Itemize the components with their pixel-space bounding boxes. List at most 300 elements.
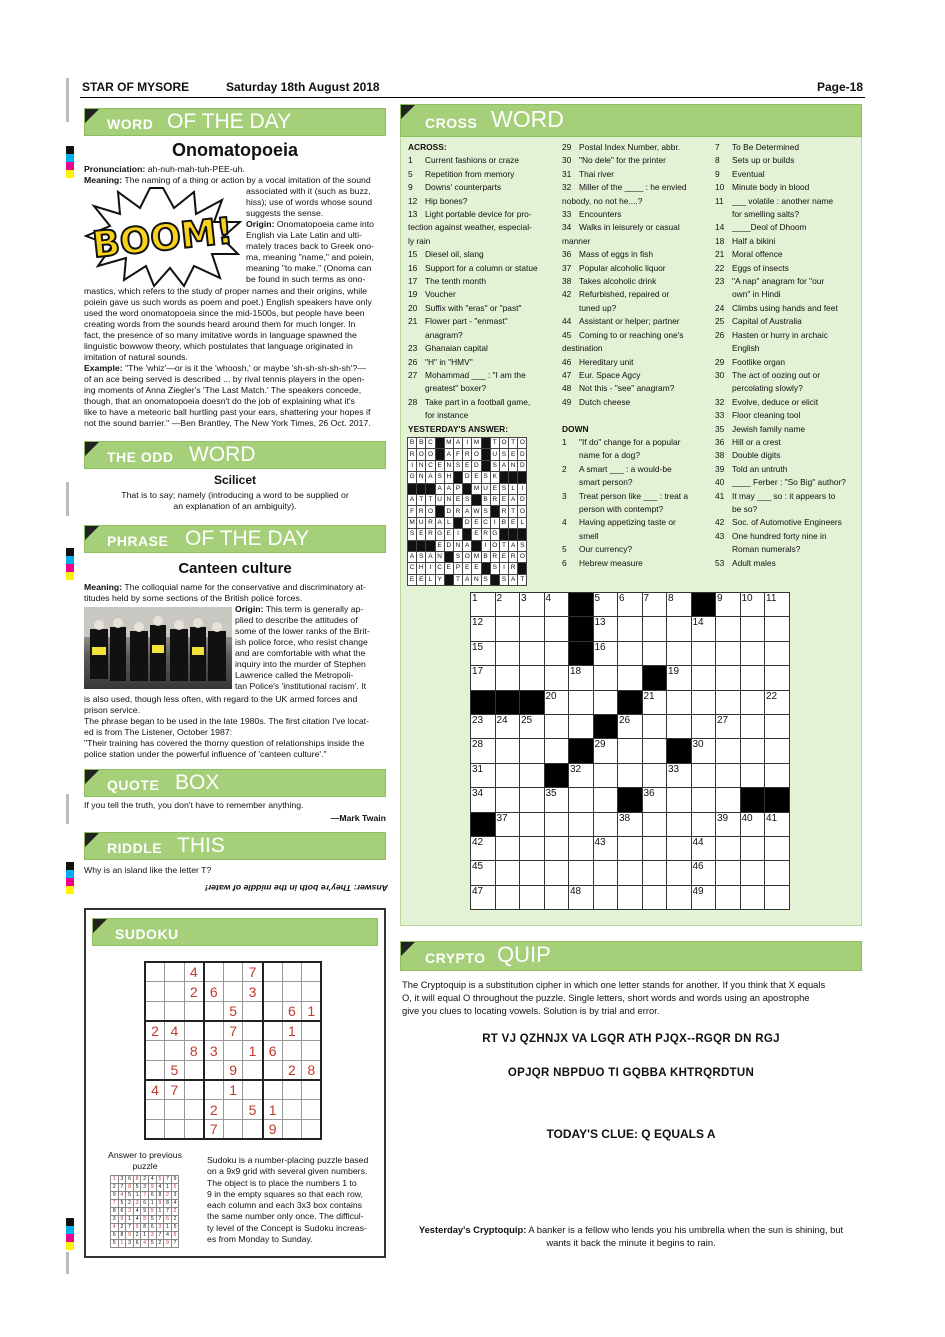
- text-line: used the word onomatopoeia since the mid-1500s, but people have been: [84, 308, 365, 318]
- grid-cell[interactable]: [569, 690, 594, 714]
- grid-cell[interactable]: [716, 836, 741, 860]
- clue-number: 20: [408, 302, 418, 313]
- grid-cell[interactable]: 19: [667, 666, 692, 690]
- clue-text: Hill or a crest: [732, 436, 781, 447]
- grid-cell[interactable]: [495, 836, 520, 860]
- grid-cell[interactable]: 34: [471, 788, 496, 812]
- grid-cell[interactable]: [740, 763, 765, 787]
- grid-cell[interactable]: [765, 861, 790, 885]
- grid-cell[interactable]: [495, 885, 520, 909]
- grid-cell[interactable]: [716, 641, 741, 665]
- grid-cell[interactable]: [495, 763, 520, 787]
- sudoku-cell[interactable]: [145, 1041, 165, 1061]
- text-line: English via Late Latin and ulti-: [246, 230, 362, 240]
- mini-sudoku-cell: 5: [148, 1240, 156, 1248]
- sudoku-cell: 2: [145, 1021, 165, 1041]
- clue-number: 4: [562, 517, 567, 528]
- answer-cell: E: [509, 449, 518, 460]
- sudoku-cell[interactable]: [184, 1001, 204, 1021]
- sudoku-cell[interactable]: [263, 982, 283, 1002]
- mini-sudoku-cell: 3: [156, 1224, 164, 1232]
- grid-cell[interactable]: [716, 666, 741, 690]
- clue-item: [715, 275, 857, 288]
- mini-sudoku-cell: 7: [164, 1176, 172, 1184]
- grid-cell[interactable]: 38: [618, 812, 643, 836]
- mini-sudoku-cell: 6: [111, 1232, 119, 1240]
- grid-cell[interactable]: [642, 836, 667, 860]
- sudoku-cell[interactable]: [145, 1001, 165, 1021]
- grid-cell[interactable]: [740, 690, 765, 714]
- sudoku-cell[interactable]: [165, 1041, 185, 1061]
- grid-cell[interactable]: [667, 690, 692, 714]
- grid-cell[interactable]: 49: [691, 885, 716, 909]
- mini-sudoku-cell: 1: [141, 1232, 149, 1240]
- grid-cell[interactable]: [569, 788, 594, 812]
- mini-sudoku-cell: 4: [133, 1208, 141, 1216]
- sudoku-cell[interactable]: [184, 1021, 204, 1041]
- grid-cell[interactable]: [618, 836, 643, 860]
- grid-cell[interactable]: 15: [471, 641, 496, 665]
- grid-cell[interactable]: [740, 641, 765, 665]
- answer-cell: [417, 540, 426, 551]
- sudoku-cell: 1: [282, 1021, 302, 1041]
- clue-item: [715, 235, 857, 248]
- grid-cell[interactable]: [495, 617, 520, 641]
- clue-item: [715, 154, 857, 167]
- sudoku-cell[interactable]: [282, 1041, 302, 1061]
- sudoku-cell[interactable]: [223, 982, 243, 1002]
- mini-sudoku-cell: 5: [111, 1240, 119, 1248]
- sudoku-row: [145, 962, 321, 982]
- answer-cell: B: [481, 494, 490, 505]
- sudoku-cell[interactable]: [263, 1060, 283, 1080]
- black-cell: [569, 617, 594, 641]
- grid-cell[interactable]: [642, 641, 667, 665]
- sudoku-cell[interactable]: [282, 1100, 302, 1120]
- grid-cell[interactable]: [765, 617, 790, 641]
- grid-cell[interactable]: [618, 885, 643, 909]
- sudoku-row: [145, 1080, 321, 1100]
- grid-cell[interactable]: [544, 885, 569, 909]
- mini-sudoku-cell: 9: [164, 1240, 172, 1248]
- clue-number: 39: [715, 463, 725, 474]
- grid-cell[interactable]: 16: [593, 641, 618, 665]
- clue-text: tection against weather, especial-: [408, 222, 532, 233]
- sudoku-cell: 7: [223, 1021, 243, 1041]
- grid-cell[interactable]: [691, 666, 716, 690]
- grid-cell[interactable]: [716, 861, 741, 885]
- mini-sudoku-cell: 7: [118, 1184, 126, 1192]
- grid-cell[interactable]: 4: [544, 593, 569, 617]
- grid-cell[interactable]: [520, 836, 545, 860]
- grid-cell[interactable]: 13: [593, 617, 618, 641]
- clue-text: Hip bones?: [425, 195, 468, 206]
- sudoku-row: [145, 1001, 321, 1021]
- grid-cell[interactable]: 44: [691, 836, 716, 860]
- grid-cell[interactable]: [618, 739, 643, 763]
- clue-text: Flower part - "enmast": [425, 316, 508, 327]
- grid-cell[interactable]: [544, 617, 569, 641]
- grid-cell[interactable]: [593, 763, 618, 787]
- answer-cell: S: [490, 460, 499, 471]
- clue-item: [715, 288, 857, 301]
- grid-cell[interactable]: [544, 739, 569, 763]
- grid-cell[interactable]: [716, 690, 741, 714]
- grid-cell[interactable]: [691, 690, 716, 714]
- sudoku-cell[interactable]: [223, 962, 243, 982]
- sudoku-cell[interactable]: [302, 1080, 322, 1100]
- grid-cell[interactable]: 22: [765, 690, 790, 714]
- sudoku-cell[interactable]: [302, 1041, 322, 1061]
- grid-cell[interactable]: [593, 861, 618, 885]
- grid-cell[interactable]: 17: [471, 666, 496, 690]
- grid-cell[interactable]: [716, 885, 741, 909]
- mini-sudoku-cell: 3: [126, 1240, 134, 1248]
- answer-cell: B: [481, 551, 490, 562]
- boom-text: BOOM!: [90, 210, 235, 267]
- sudoku-cell[interactable]: [302, 1021, 322, 1041]
- sudoku-cell[interactable]: [282, 962, 302, 982]
- grid-cell[interactable]: 25: [520, 714, 545, 738]
- grid-cell[interactable]: 9: [716, 593, 741, 617]
- sudoku-cell[interactable]: [204, 1021, 224, 1041]
- sudoku-cell[interactable]: [302, 962, 322, 982]
- clue-item: [562, 476, 704, 489]
- sudoku-cell: 4: [184, 962, 204, 982]
- grid-cell[interactable]: 42: [471, 836, 496, 860]
- grid-cell[interactable]: [765, 666, 790, 690]
- clue-item: [715, 463, 857, 476]
- grid-cell[interactable]: 33: [667, 763, 692, 787]
- grid-cell[interactable]: 29: [593, 739, 618, 763]
- sudoku-cell[interactable]: [282, 982, 302, 1002]
- grid-cell[interactable]: [569, 861, 594, 885]
- grid-cell[interactable]: [569, 714, 594, 738]
- grid-cell[interactable]: [691, 763, 716, 787]
- text-line: The phrase began to be used in the late 1980s. The first citation I've locat-: [84, 716, 369, 726]
- grid-cell[interactable]: 35: [544, 788, 569, 812]
- sudoku-cell[interactable]: [302, 982, 322, 1002]
- clue-text: ly rain: [408, 235, 431, 246]
- clue-number: 17: [408, 276, 418, 287]
- grid-cell[interactable]: [495, 641, 520, 665]
- clue-text: Jewish family name: [732, 423, 806, 434]
- grid-cell[interactable]: 2: [495, 593, 520, 617]
- sudoku-cell[interactable]: [223, 1100, 243, 1120]
- grid-cell[interactable]: 45: [471, 861, 496, 885]
- answer-cell: P: [453, 563, 462, 574]
- mini-sudoku-cell: 9: [156, 1200, 164, 1208]
- grid-cell[interactable]: [495, 739, 520, 763]
- grid-cell[interactable]: [716, 763, 741, 787]
- grid-cell[interactable]: [740, 861, 765, 885]
- grid-cell[interactable]: 14: [691, 617, 716, 641]
- sudoku-cell[interactable]: [184, 1100, 204, 1120]
- answer-cell: E: [417, 529, 426, 540]
- grid-cell[interactable]: [716, 788, 741, 812]
- grid-cell[interactable]: 24: [495, 714, 520, 738]
- text-line: give you clues to locating vowels. Solution is by trial and error.: [402, 1005, 660, 1016]
- grid-cell[interactable]: [593, 788, 618, 812]
- grid-cell[interactable]: [520, 617, 545, 641]
- grid-cell[interactable]: [593, 885, 618, 909]
- grid-cell[interactable]: [765, 641, 790, 665]
- sudoku-cell[interactable]: [223, 1041, 243, 1061]
- answer-cell: S: [499, 449, 508, 460]
- sudoku-cell[interactable]: [243, 1001, 263, 1021]
- clue-text: Eur. Space Agcy: [579, 369, 641, 380]
- grid-cell[interactable]: 39: [716, 812, 741, 836]
- grid-cell[interactable]: 23: [471, 714, 496, 738]
- grid-cell[interactable]: [642, 714, 667, 738]
- mini-sudoku-cell: 8: [141, 1216, 149, 1224]
- grid-cell[interactable]: 47: [471, 885, 496, 909]
- clue-heading-text: ACROSS:: [408, 142, 447, 152]
- grid-cell[interactable]: 3: [520, 593, 545, 617]
- grid-cell[interactable]: [593, 666, 618, 690]
- grid-cell[interactable]: [642, 812, 667, 836]
- origin-text: Onomatopoeia came into: [276, 219, 374, 229]
- grid-cell[interactable]: 1: [471, 593, 496, 617]
- grid-cell[interactable]: [642, 861, 667, 885]
- issue-date: Saturday 18th August 2018: [226, 80, 380, 94]
- grid-cell[interactable]: [642, 763, 667, 787]
- grid-cell[interactable]: 46: [691, 861, 716, 885]
- grid-cell[interactable]: 27: [716, 714, 741, 738]
- sudoku-cell[interactable]: [145, 1100, 165, 1120]
- clue-number: 38: [562, 276, 572, 287]
- grid-cell[interactable]: [740, 739, 765, 763]
- sudoku-cell[interactable]: [204, 1060, 224, 1080]
- clue-number: 38: [715, 450, 725, 461]
- grid-cell[interactable]: [544, 714, 569, 738]
- sudoku-cell[interactable]: [243, 1120, 263, 1140]
- grid-cell[interactable]: [765, 885, 790, 909]
- sudoku-cell[interactable]: [145, 982, 165, 1002]
- grid-cell[interactable]: 20: [544, 690, 569, 714]
- crossword-grid[interactable]: [470, 592, 790, 910]
- grid-cell[interactable]: 37: [495, 812, 520, 836]
- answer-cell: G: [490, 529, 499, 540]
- clue-item: [562, 181, 704, 194]
- grid-cell[interactable]: [544, 836, 569, 860]
- grid-cell[interactable]: 28: [471, 739, 496, 763]
- grid-cell[interactable]: [642, 885, 667, 909]
- grid-cell[interactable]: [667, 641, 692, 665]
- answer-row: [408, 517, 527, 528]
- sudoku-cell[interactable]: [204, 1080, 224, 1100]
- sudoku-cell[interactable]: [204, 1001, 224, 1021]
- cryptoquip-intro: [402, 978, 864, 1017]
- grid-cell[interactable]: [691, 788, 716, 812]
- sudoku-cell[interactable]: [223, 1120, 243, 1140]
- grid-cell[interactable]: [569, 812, 594, 836]
- sudoku-cell[interactable]: [282, 1120, 302, 1140]
- grid-cell[interactable]: 30: [691, 739, 716, 763]
- grid-cell[interactable]: [618, 617, 643, 641]
- grid-cell[interactable]: [667, 861, 692, 885]
- grid-cell[interactable]: [593, 690, 618, 714]
- grid-cell[interactable]: [495, 861, 520, 885]
- grid-cell[interactable]: 7: [642, 593, 667, 617]
- sudoku-cell[interactable]: [263, 962, 283, 982]
- grid-cell[interactable]: 32: [569, 763, 594, 787]
- answer-cell: R: [490, 494, 499, 505]
- clue-item: [408, 315, 550, 328]
- grid-cell[interactable]: [618, 641, 643, 665]
- grid-cell[interactable]: [691, 812, 716, 836]
- grid-cell[interactable]: [593, 812, 618, 836]
- grid-cell[interactable]: [667, 788, 692, 812]
- mini-sudoku-cell: 3: [171, 1192, 179, 1200]
- grid-cell[interactable]: 36: [642, 788, 667, 812]
- sudoku-grid[interactable]: [144, 961, 322, 1140]
- clue-item: [715, 329, 857, 342]
- header-small-text: RIDDLE: [107, 840, 163, 856]
- answer-cell: [417, 483, 426, 494]
- answer-cell: A: [463, 574, 472, 585]
- mini-sudoku-cell: 7: [126, 1224, 134, 1232]
- answer-cell: F: [408, 506, 417, 517]
- grid-cell[interactable]: [618, 666, 643, 690]
- grid-cell[interactable]: [495, 666, 520, 690]
- sudoku-cell[interactable]: [145, 1060, 165, 1080]
- answer-cell: [509, 529, 518, 540]
- sudoku-cell[interactable]: [165, 1001, 185, 1021]
- clue-number: 53: [715, 557, 725, 568]
- grid-cell[interactable]: 48: [569, 885, 594, 909]
- grid-cell[interactable]: [740, 666, 765, 690]
- sudoku-cell[interactable]: [165, 1120, 185, 1140]
- grid-cell[interactable]: [667, 714, 692, 738]
- answer-cell: S: [453, 460, 462, 471]
- grid-cell[interactable]: 18: [569, 666, 594, 690]
- clue-item: [562, 154, 704, 167]
- grid-cell[interactable]: [716, 617, 741, 641]
- grid-cell[interactable]: [716, 739, 741, 763]
- grid-cell[interactable]: 40: [740, 812, 765, 836]
- grid-cell[interactable]: [544, 861, 569, 885]
- grid-cell[interactable]: 6: [618, 593, 643, 617]
- grid-cell[interactable]: [691, 714, 716, 738]
- grid-cell[interactable]: [642, 739, 667, 763]
- clue-number: 1: [562, 436, 567, 447]
- sudoku-cell[interactable]: [184, 1060, 204, 1080]
- grid-cell[interactable]: 43: [593, 836, 618, 860]
- sudoku-cell[interactable]: [263, 1080, 283, 1100]
- grid-cell[interactable]: 31: [471, 763, 496, 787]
- grid-cell[interactable]: [642, 617, 667, 641]
- word-body: [84, 286, 386, 429]
- grid-cell[interactable]: [618, 763, 643, 787]
- grid-cell[interactable]: [520, 739, 545, 763]
- grid-cell[interactable]: [765, 714, 790, 738]
- clue-text: ____Deol of Dhoom: [732, 222, 807, 233]
- answer-cell: D: [444, 506, 453, 517]
- grid-cell[interactable]: 10: [740, 593, 765, 617]
- clue-number: 36: [715, 436, 725, 447]
- sudoku-cell[interactable]: [204, 962, 224, 982]
- grid-cell[interactable]: [667, 836, 692, 860]
- grid-cell[interactable]: [520, 763, 545, 787]
- header-corner-triangle: [85, 770, 99, 784]
- answer-cell: E: [463, 460, 472, 471]
- grid-cell[interactable]: [569, 836, 594, 860]
- answer-cell: S: [518, 540, 527, 551]
- grid-cell[interactable]: 12: [471, 617, 496, 641]
- grid-cell[interactable]: [765, 763, 790, 787]
- grid-cell[interactable]: [520, 641, 545, 665]
- grid-cell[interactable]: [667, 617, 692, 641]
- grid-cell[interactable]: [667, 812, 692, 836]
- grid-cell[interactable]: [520, 885, 545, 909]
- sudoku-cell[interactable]: [302, 1120, 322, 1140]
- mini-sudoku-cell: 4: [111, 1224, 119, 1232]
- sudoku-cell[interactable]: [165, 1100, 185, 1120]
- text-line: ma, meaning "name," and poiein,: [246, 252, 374, 262]
- grid-cell[interactable]: [691, 641, 716, 665]
- text-line: poiein gave us such words as poem and poet.) English speakers have only: [84, 297, 372, 307]
- clue-item: [562, 409, 704, 422]
- sudoku-cell[interactable]: [165, 962, 185, 982]
- grid-cell[interactable]: [618, 861, 643, 885]
- answer-cell: U: [481, 483, 490, 494]
- clue-number: 26: [715, 329, 725, 340]
- sudoku-cell[interactable]: [243, 1080, 263, 1100]
- grid-cell[interactable]: [740, 617, 765, 641]
- grid-cell[interactable]: [520, 861, 545, 885]
- grid-cell[interactable]: [740, 885, 765, 909]
- color-registration-bar: [66, 1218, 74, 1250]
- clue-item: [562, 543, 704, 556]
- sudoku-cell[interactable]: [184, 1120, 204, 1140]
- grid-cell[interactable]: [544, 812, 569, 836]
- text-line: the same number only once. The difficul-: [207, 1211, 364, 1222]
- grid-cell[interactable]: [520, 666, 545, 690]
- grid-cell[interactable]: [667, 885, 692, 909]
- grid-cell[interactable]: 41: [765, 812, 790, 836]
- sudoku-cell[interactable]: [145, 1120, 165, 1140]
- grid-cell[interactable]: [544, 641, 569, 665]
- grid-cell[interactable]: [520, 812, 545, 836]
- grid-cell[interactable]: [765, 836, 790, 860]
- sudoku-cell[interactable]: [282, 1080, 302, 1100]
- grid-cell[interactable]: [740, 836, 765, 860]
- sudoku-cell[interactable]: [263, 1021, 283, 1041]
- sudoku-cell[interactable]: [145, 962, 165, 982]
- sudoku-cell[interactable]: [243, 1021, 263, 1041]
- answer-cell: E: [499, 494, 508, 505]
- answer-cell: K: [490, 472, 499, 483]
- grid-cell[interactable]: [765, 739, 790, 763]
- grid-cell[interactable]: 8: [667, 593, 692, 617]
- grid-cell[interactable]: [495, 788, 520, 812]
- sudoku-cell[interactable]: [184, 1080, 204, 1100]
- grid-cell[interactable]: 11: [765, 593, 790, 617]
- grid-cell[interactable]: 26: [618, 714, 643, 738]
- sudoku-row: [145, 1041, 321, 1061]
- grid-cell[interactable]: [740, 714, 765, 738]
- sudoku-cell[interactable]: [243, 1060, 263, 1080]
- grid-cell[interactable]: 5: [593, 593, 618, 617]
- sudoku-cell[interactable]: [302, 1100, 322, 1120]
- grid-cell[interactable]: 21: [642, 690, 667, 714]
- header-big-text: OF THE DAY: [185, 527, 310, 550]
- grid-cell[interactable]: [520, 788, 545, 812]
- grid-cell[interactable]: [544, 666, 569, 690]
- sudoku-cell[interactable]: [165, 982, 185, 1002]
- sudoku-cell[interactable]: [263, 1001, 283, 1021]
